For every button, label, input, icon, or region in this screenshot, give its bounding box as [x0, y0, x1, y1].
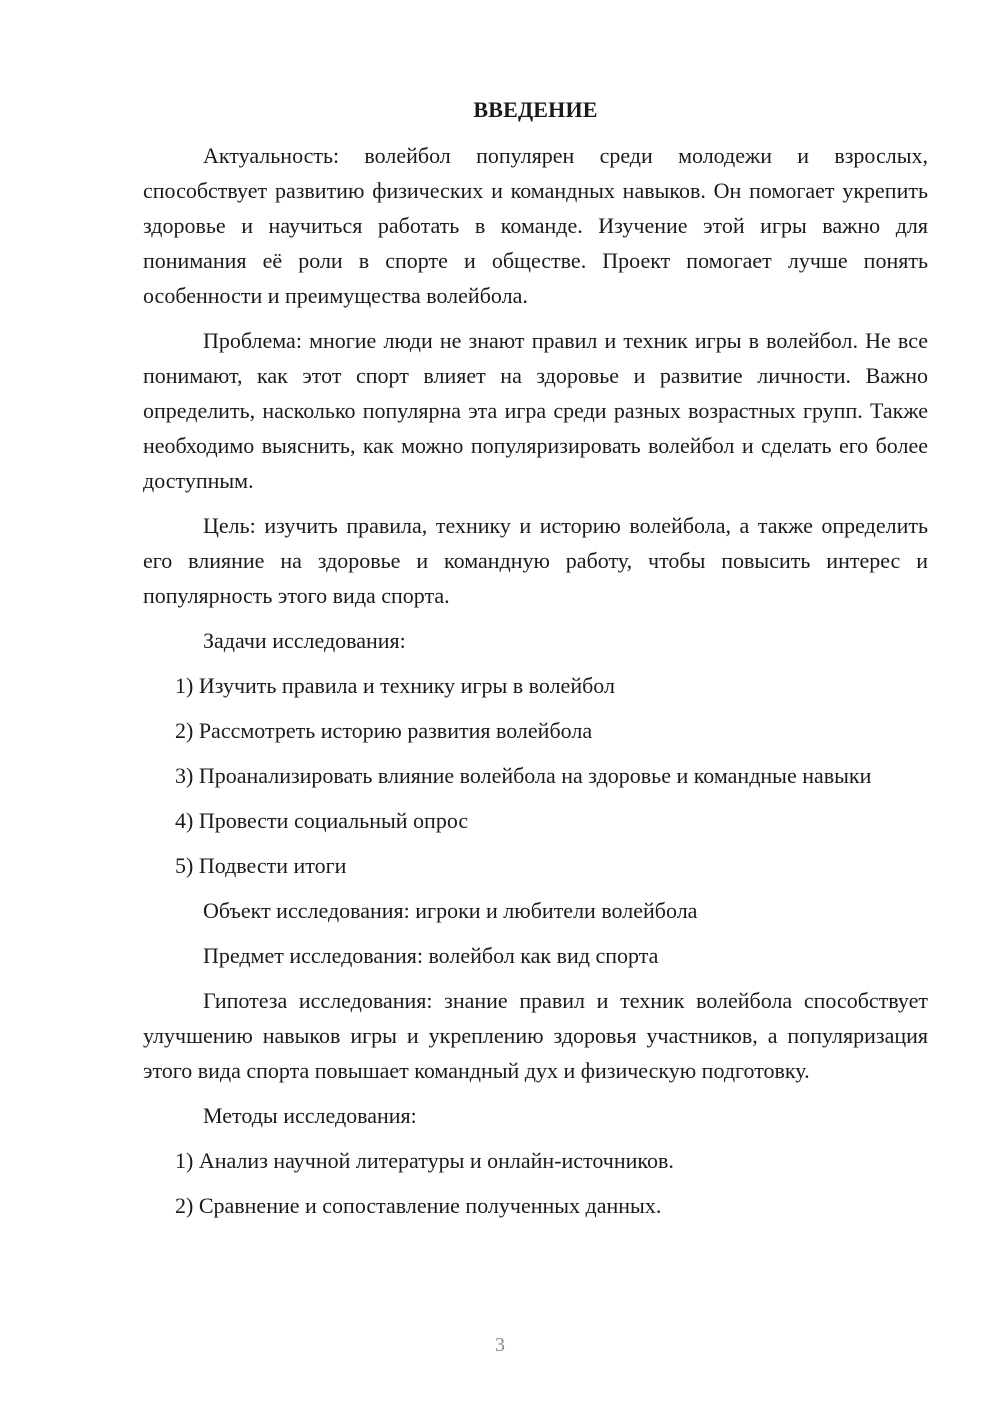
method-item-1: 1) Анализ научной литературы и онлайн-источников.: [175, 1148, 674, 1173]
tasks-title: Задачи исследования:: [203, 628, 406, 653]
goal-paragraph: Цель: изучить правила, технику и историю волейбола, а также определить его влияние на здоровье и командную работу, чтобы повысить интерес и популярность этого вида спорта.: [143, 513, 928, 608]
research-object: Объект исследования: игроки и любители волейбола: [203, 898, 698, 923]
relevance-paragraph: Актуальность: волейбол популярен среди молодежи и взрослых, способствует развитию физических и командных навыков. Он помогает укрепить здоровье и научиться работать в команде. Изучение этой игры важно для понимания её роли в спорте и обществе. Проект помогает лучше понять особенности и преимущества волейбола.: [143, 143, 928, 308]
task-item-5: 5) Подвести итоги: [175, 853, 347, 878]
method-item-2: 2) Сравнение и сопоставление полученных данных.: [175, 1193, 662, 1218]
hypothesis-paragraph: Гипотеза исследования: знание правил и техник волейбола способствует улучшению навыков игры и укреплению здоровья участников, а популяризация этого вида спорта повышает командный дух и физическую подготовку.: [143, 988, 928, 1083]
problem-paragraph: Проблема: многие люди не знают правил и техник игры в волейбол. Не все понимают, как этот спорт влияет на здоровье и развитие личности. Важно определить, насколько популярна эта игра среди разных возрастных групп. Также необходимо выяснить, как можно популяризировать волейбол и сделать его более доступным.: [143, 328, 928, 493]
page-number: 3: [495, 1334, 505, 1356]
task-item-3: 3) Проанализировать влияние волейбола на здоровье и командные навыки: [175, 763, 872, 788]
task-item-4: 4) Провести социальный опрос: [175, 808, 469, 833]
methods-title: Методы исследования:: [203, 1103, 417, 1128]
research-subject: Предмет исследования: волейбол как вид спорта: [203, 943, 659, 968]
section-heading: ВВЕДЕНИЕ: [473, 97, 598, 122]
task-item-2: 2) Рассмотреть историю развития волейбола: [175, 718, 593, 743]
task-item-1: 1) Изучить правила и технику игры в волейбол: [175, 673, 615, 698]
document-page: [143, 96, 928, 1233]
